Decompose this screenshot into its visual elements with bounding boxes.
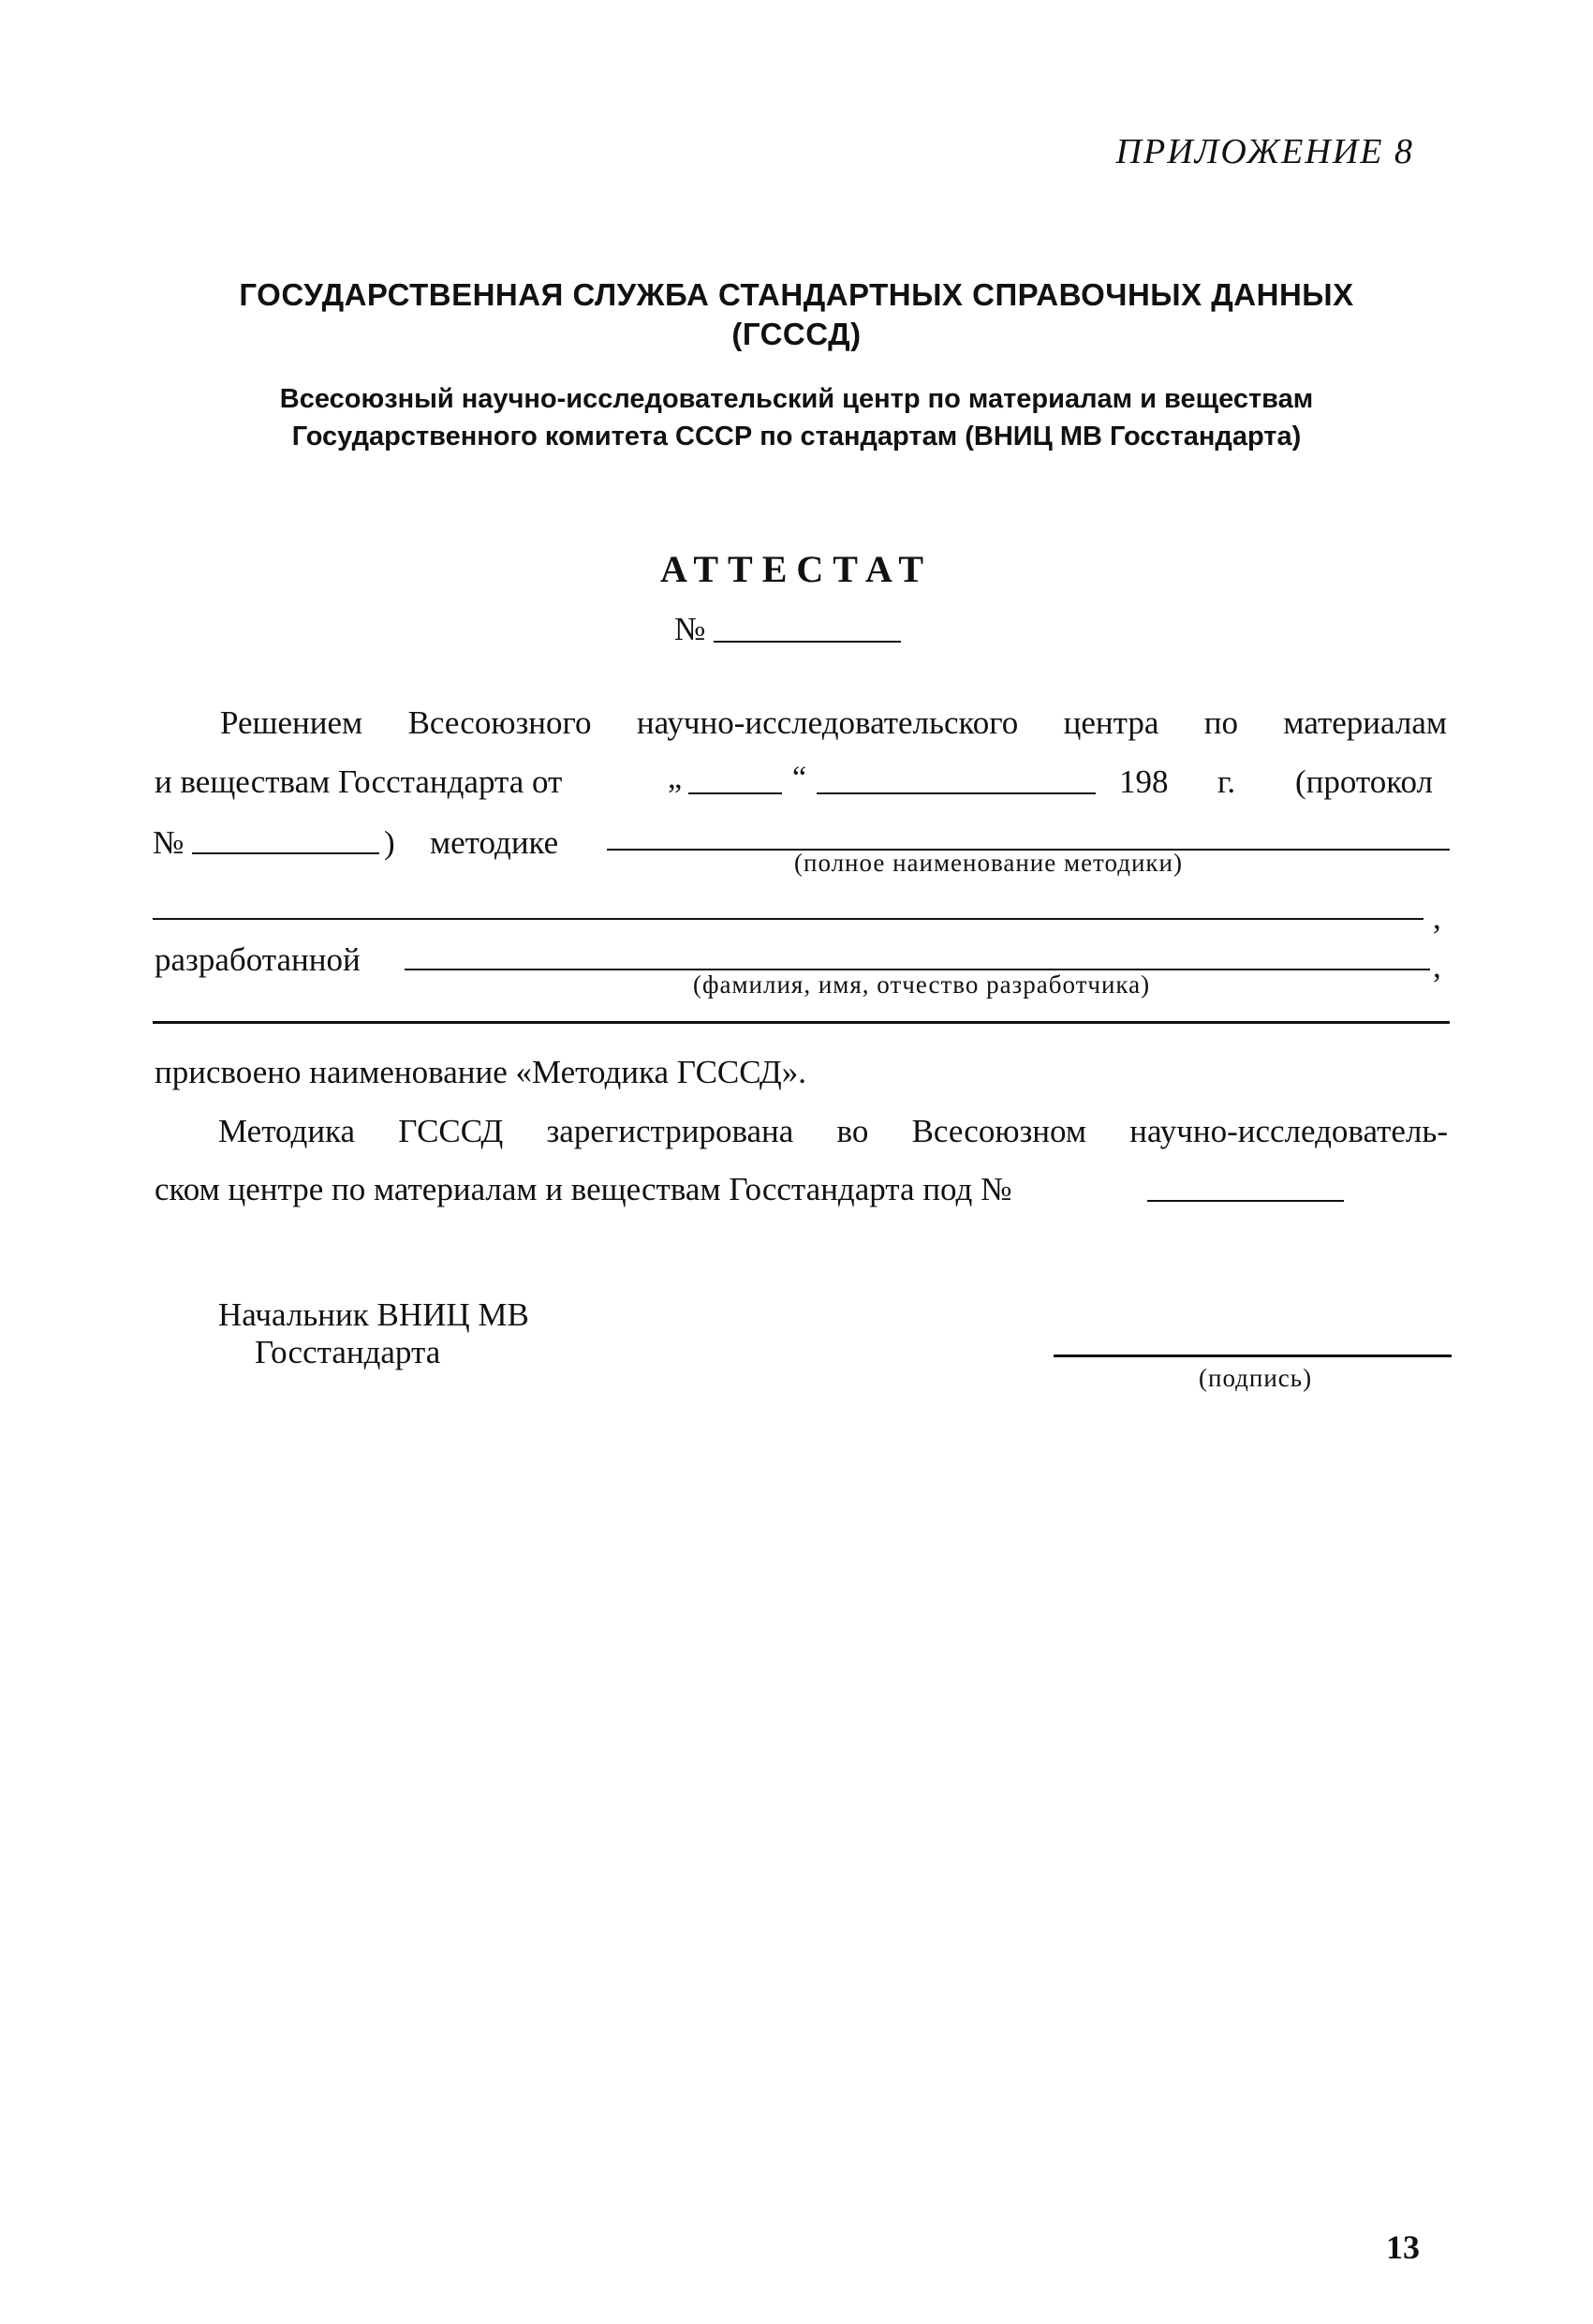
method-label: методике: [430, 824, 559, 861]
signature-field[interactable]: [1054, 1354, 1452, 1357]
date-day-field[interactable]: [688, 792, 782, 794]
quote-close: “: [792, 761, 807, 795]
appendix-label: ПРИЛОЖЕНИЕ 8: [1115, 132, 1414, 171]
service-abbreviation: (ГСССД): [731, 317, 862, 351]
developer-comma: ,: [1433, 948, 1441, 984]
developer-continuation-field[interactable]: [153, 1021, 1450, 1024]
year-prefix: 198: [1119, 763, 1169, 800]
signature-caption: (подпись): [1199, 1364, 1313, 1392]
protocol-number-sign: №: [153, 824, 184, 861]
page-number: 13: [1386, 2228, 1420, 2266]
quote-open: „: [668, 761, 683, 795]
decision-line-1: Решением Всесоюзного научно-исследовательского центра по материалам: [220, 704, 1447, 741]
decision-line-2: и веществам Госстандарта от: [155, 763, 563, 800]
registration-line-1: Методика ГСССД зарегистрирована во Всесоюзном научно-исследователь-: [218, 1113, 1448, 1149]
certificate-number-field[interactable]: [714, 641, 901, 643]
signatory-position-line-1: Начальник ВНИЦ МВ: [218, 1296, 529, 1333]
registration-number-field[interactable]: [1147, 1200, 1344, 1202]
developer-caption: (фамилия, имя, отчество разработчика): [693, 970, 1151, 999]
method-name-continuation-field[interactable]: [153, 918, 1423, 920]
method-caption: (полное наименование методики): [794, 849, 1183, 877]
signatory-position-line-2: Госстандарта: [255, 1334, 441, 1370]
developed-label: разработанной: [155, 941, 361, 978]
protocol-close: ): [384, 824, 395, 861]
center-name-line-2: Государственного комитета СССР по стандартам (ВНИЦ МВ Госстандарта): [291, 422, 1302, 451]
service-name: ГОСУДАРСТВЕННАЯ СЛУЖБА СТАНДАРТНЫХ СПРАВОЧНЫХ ДАННЫХ: [239, 277, 1354, 312]
year-suffix: г.: [1217, 763, 1236, 800]
assigned-name-text: присвоено наименование «Методика ГСССД».: [155, 1054, 806, 1090]
certificate-number-label: №: [674, 611, 706, 647]
center-name-line-1: Всесоюзный научно-исследовательский центр по материалам и веществам: [279, 384, 1314, 414]
registration-line-2: ском центре по материалам и веществам Госстандарта под №: [155, 1171, 1012, 1207]
protocol-number-field[interactable]: [192, 852, 379, 854]
method-comma: ,: [1433, 899, 1441, 936]
certificate-title: АТТЕСТАТ: [659, 548, 934, 590]
protocol-open: (протокол: [1295, 763, 1433, 800]
date-month-field[interactable]: [817, 792, 1096, 794]
